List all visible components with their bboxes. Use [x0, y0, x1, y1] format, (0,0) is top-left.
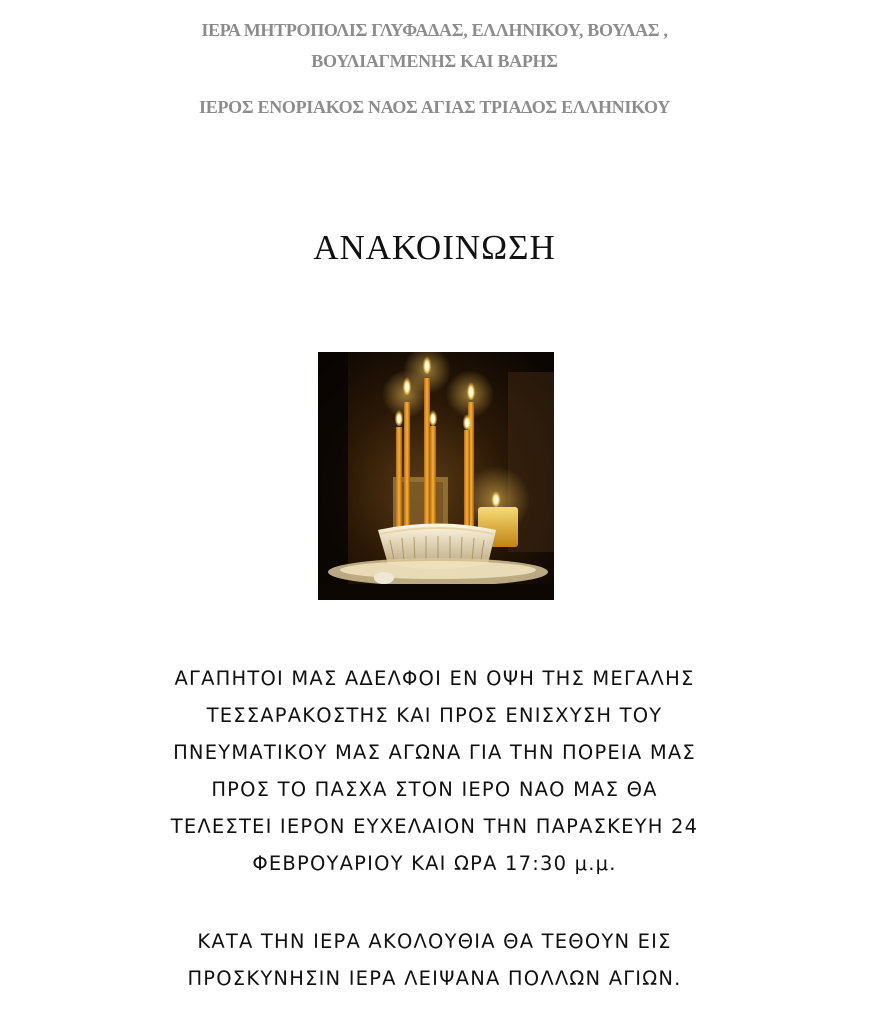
candles-illustration	[318, 352, 554, 600]
header-diocese-line1: ΙΕΡΑ ΜΗΤΡΟΠΟΛΙΣ ΓΛΥΦΑΔΑΣ, ΕΛΛΗΝΙΚΟΥ, ΒΟΥΛΑΣ ,	[201, 20, 668, 40]
paragraph-1-line: ΤΕΣΣΑΡΑΚΟΣΤΗΣ ΚΑΙ ΠΡΟΣ ΕΝΙΣΧΥΣΗ ΤΟΥ	[206, 704, 663, 727]
paragraph-1-line: ΠΝΕΥΜΑΤΙΚΟΥ ΜΑΣ ΑΓΩΝΑ ΓΙΑ ΤΗΝ ΠΟΡΕΙΑ ΜΑΣ	[173, 741, 696, 764]
announcement-paragraph-2	[0, 923, 869, 997]
paragraph-1-line: ΦΕΒΡΟΥΑΡΙΟΥ ΚΑΙ ΩΡΑ 17:30 μ.μ.	[252, 852, 617, 875]
paragraph-2-line: ΠΡΟΣΚΥΝΗΣΙΝ ΙΕΡΑ ΛΕΙΨΑΝΑ ΠΟΛΛΩΝ ΑΓΙΩΝ.	[187, 967, 682, 990]
candles-photo	[318, 352, 554, 600]
page-title: ΑΝΑΚΟΙΝΩΣΗ	[313, 228, 556, 267]
announcement-paragraph-1	[0, 660, 869, 882]
header-parish: ΙΕΡΟΣ ΕΝΟΡΙΑΚΟΣ ΝΑΟΣ ΑΓΙΑΣ ΤΡΙΑΔΟΣ ΕΛΛΗΝΙΚΟΥ	[199, 97, 670, 117]
paragraph-1-line: ΠΡΟΣ ΤΟ ΠΑΣΧΑ ΣΤΟΝ ΙΕΡΟ ΝΑΟ ΜΑΣ ΘΑ	[211, 778, 658, 801]
paragraph-1-line: ΑΓΑΠΗΤΟΙ ΜΑΣ ΑΔΕΛΦΟΙ ΕΝ ΟΨΗ ΤΗΣ ΜΕΓΑΛΗΣ	[174, 667, 695, 690]
header-diocese-line2: ΒΟΥΛΙΑΓΜΕΝΗΣ ΚΑΙ ΒΑΡΗΣ	[311, 51, 558, 71]
paragraph-1-line: ΤΕΛΕΣΤΕΙ ΙΕΡΟΝ ΕΥΧΕΛΑΙΟΝ ΤΗΝ ΠΑΡΑΣΚΕΥΗ 24	[170, 815, 699, 838]
paragraph-2-line: ΚΑΤΑ ΤΗΝ ΙΕΡΑ ΑΚΟΛΟΥΘΙΑ ΘΑ ΤΕΘΟΥΝ ΕΙΣ	[197, 930, 672, 953]
